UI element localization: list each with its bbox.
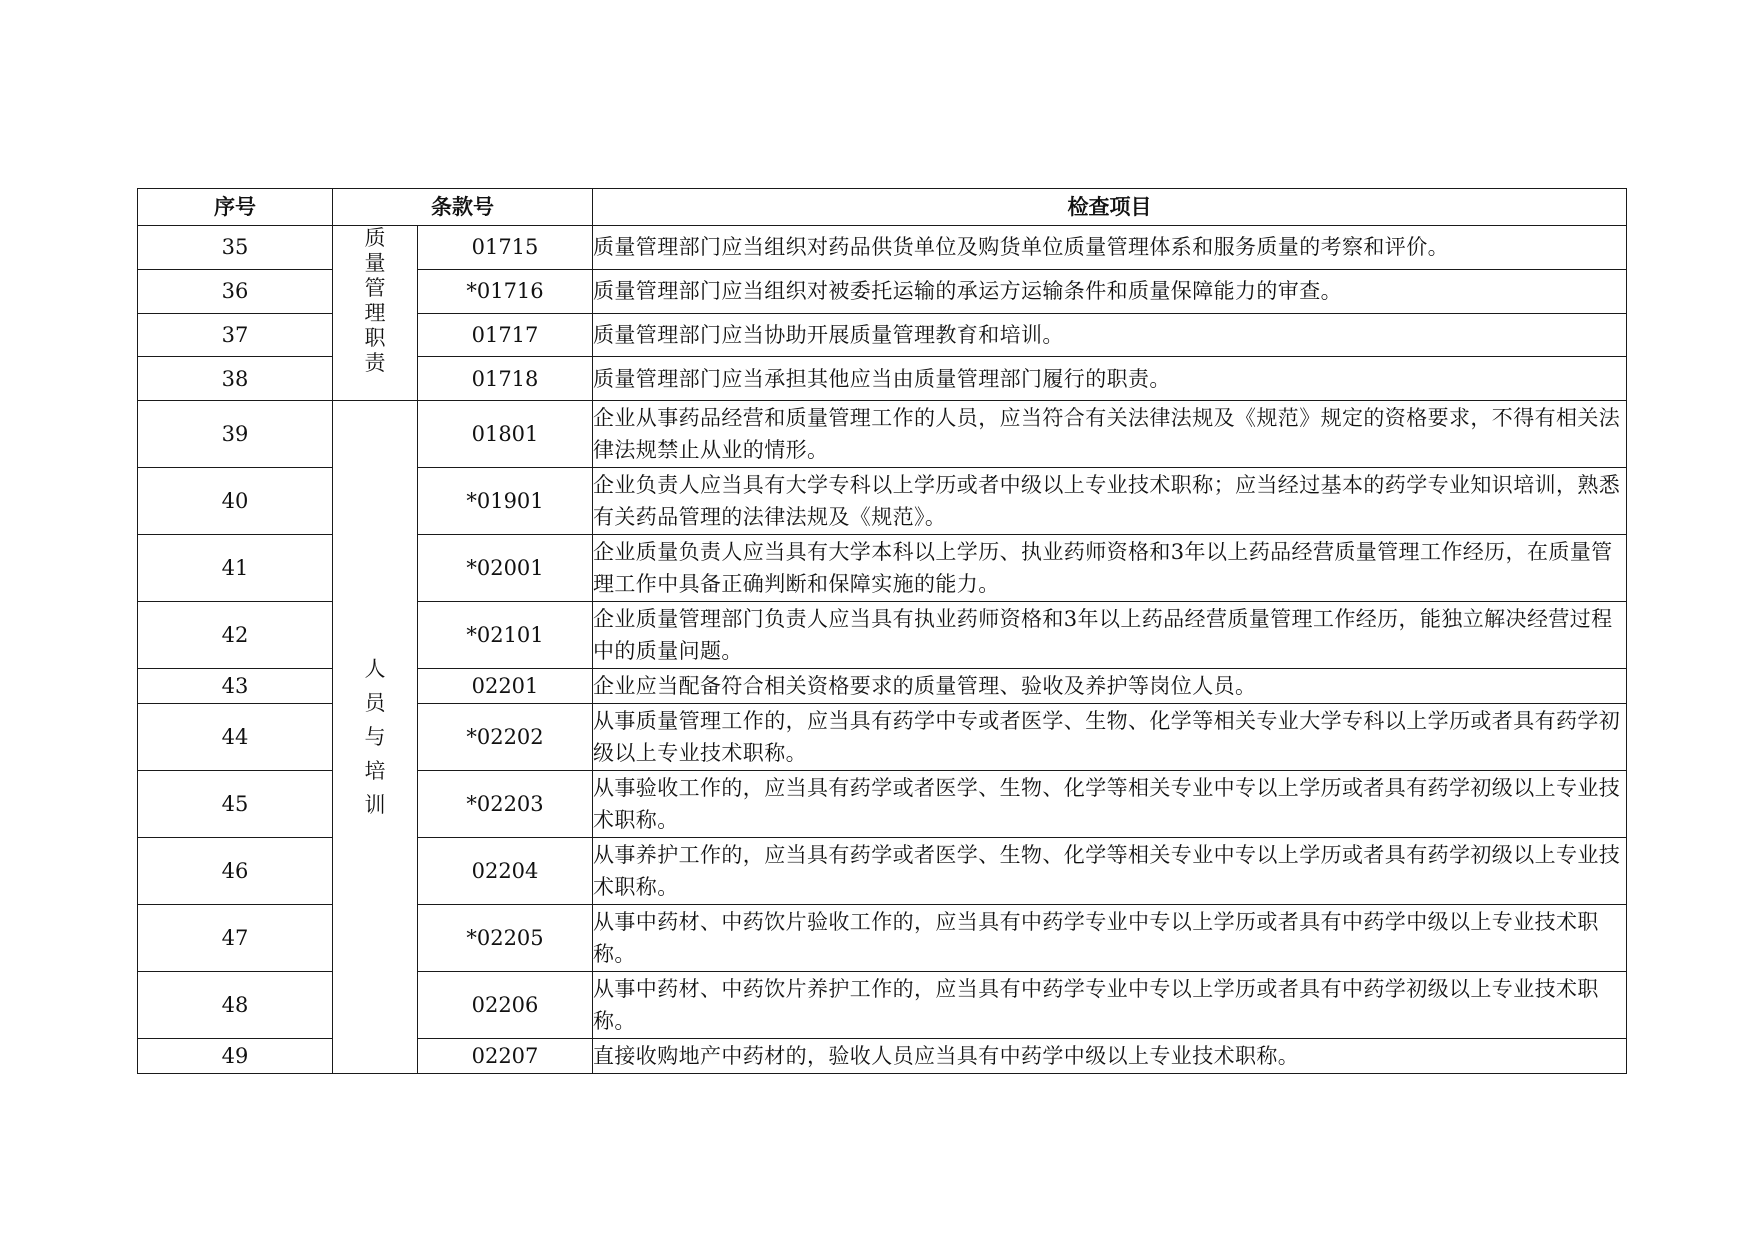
row-serial: 35 bbox=[138, 226, 333, 270]
row-clause: 01801 bbox=[418, 401, 593, 468]
row-clause: 01715 bbox=[418, 226, 593, 270]
row-clause: *02203 bbox=[418, 771, 593, 838]
row-item: 从事验收工作的，应当具有药学或者医学、生物、化学等相关专业中专以上学历或者具有药学初级以上专业技术职称。 bbox=[593, 771, 1627, 838]
row-item: 质量管理部门应当组织对被委托运输的承运方运输条件和质量保障能力的审查。 bbox=[593, 269, 1627, 313]
row-clause: 02207 bbox=[418, 1039, 593, 1074]
row-clause: 02204 bbox=[418, 838, 593, 905]
row-serial: 37 bbox=[138, 313, 333, 357]
row-serial: 39 bbox=[138, 401, 333, 468]
category-label: 人员与培训 bbox=[364, 657, 386, 817]
row-clause: *02205 bbox=[418, 905, 593, 972]
header-clause-number: 条款号 bbox=[333, 189, 593, 226]
row-clause: *02202 bbox=[418, 704, 593, 771]
row-serial: 38 bbox=[138, 357, 333, 401]
category-label: 质量管理职责 bbox=[364, 226, 386, 375]
header-serial-number: 序号 bbox=[138, 189, 333, 226]
row-item: 质量管理部门应当协助开展质量管理教育和培训。 bbox=[593, 313, 1627, 357]
row-item: 企业从事药品经营和质量管理工作的人员，应当符合有关法律法规及《规范》规定的资格要求，不得有相关法律法规禁止从业的情形。 bbox=[593, 401, 1627, 468]
category-personnel-training bbox=[333, 401, 418, 1074]
row-serial: 47 bbox=[138, 905, 333, 972]
row-item: 从事中药材、中药饮片养护工作的，应当具有中药学专业中专以上学历或者具有中药学初级以上专业技术职称。 bbox=[593, 972, 1627, 1039]
row-clause: *01716 bbox=[418, 269, 593, 313]
row-clause: 02206 bbox=[418, 972, 593, 1039]
table-row bbox=[138, 401, 1627, 468]
row-serial: 43 bbox=[138, 669, 333, 704]
row-clause: *01901 bbox=[418, 468, 593, 535]
row-item: 企业应当配备符合相关资格要求的质量管理、验收及养护等岗位人员。 bbox=[593, 669, 1627, 704]
row-serial: 41 bbox=[138, 535, 333, 602]
row-clause: 01718 bbox=[418, 357, 593, 401]
row-serial: 49 bbox=[138, 1039, 333, 1074]
row-clause: *02101 bbox=[418, 602, 593, 669]
row-item: 从事中药材、中药饮片验收工作的，应当具有中药学专业中专以上学历或者具有中药学中级以上专业技术职称。 bbox=[593, 905, 1627, 972]
header-inspection-item: 检查项目 bbox=[593, 189, 1627, 226]
row-serial: 46 bbox=[138, 838, 333, 905]
row-item: 企业质量管理部门负责人应当具有执业药师资格和3年以上药品经营质量管理工作经历，能独立解决经营过程中的质量问题。 bbox=[593, 602, 1627, 669]
row-item: 从事质量管理工作的，应当具有药学中专或者医学、生物、化学等相关专业大学专科以上学历或者具有药学初级以上专业技术职称。 bbox=[593, 704, 1627, 771]
row-serial: 48 bbox=[138, 972, 333, 1039]
table-header-row bbox=[138, 189, 1627, 226]
row-item: 直接收购地产中药材的，验收人员应当具有中药学中级以上专业技术职称。 bbox=[593, 1039, 1627, 1074]
row-serial: 36 bbox=[138, 269, 333, 313]
row-item: 从事养护工作的，应当具有药学或者医学、生物、化学等相关专业中专以上学历或者具有药学初级以上专业技术职称。 bbox=[593, 838, 1627, 905]
row-serial: 42 bbox=[138, 602, 333, 669]
category-quality-duties bbox=[333, 226, 418, 401]
table-row bbox=[138, 226, 1627, 270]
row-item: 企业负责人应当具有大学专科以上学历或者中级以上专业技术职称；应当经过基本的药学专业知识培训，熟悉有关药品管理的法律法规及《规范》。 bbox=[593, 468, 1627, 535]
row-item: 质量管理部门应当组织对药品供货单位及购货单位质量管理体系和服务质量的考察和评价。 bbox=[593, 226, 1627, 270]
row-clause: 02201 bbox=[418, 669, 593, 704]
row-item: 企业质量负责人应当具有大学本科以上学历、执业药师资格和3年以上药品经营质量管理工作经历，在质量管理工作中具备正确判断和保障实施的能力。 bbox=[593, 535, 1627, 602]
row-item: 质量管理部门应当承担其他应当由质量管理部门履行的职责。 bbox=[593, 357, 1627, 401]
row-serial: 44 bbox=[138, 704, 333, 771]
row-serial: 45 bbox=[138, 771, 333, 838]
row-clause: 01717 bbox=[418, 313, 593, 357]
row-serial: 40 bbox=[138, 468, 333, 535]
row-clause: *02001 bbox=[418, 535, 593, 602]
inspection-table bbox=[137, 188, 1627, 1074]
